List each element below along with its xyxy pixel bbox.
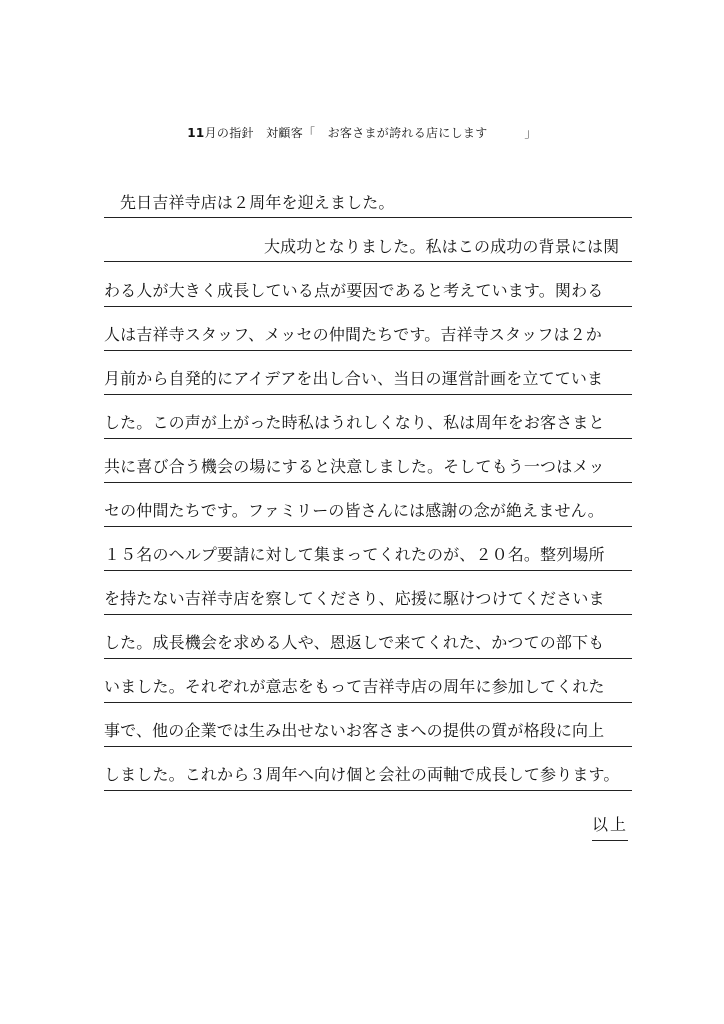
body-line: しました。これから３周年へ向け個と会社の両軸で成長して参ります。 (104, 760, 632, 791)
body-line: １５名のヘルプ要請に対して集まってくれたのが、２０名。整列場所 (104, 540, 632, 571)
body-line: セの仲間たちです。ファミリーの皆さんには感謝の念が絶えません。 (104, 496, 632, 527)
title-text: 月の指針 対顧客「 お客さまが誇れる店にします 」 (204, 126, 537, 140)
body-line: した。この声が上がった時私はうれしくなり、私は周年をお客さまと (104, 408, 632, 439)
document-title (0, 124, 724, 141)
body-line: いました。それぞれが意志をもって吉祥寺店の周年に参加してくれた (104, 672, 632, 703)
body-line: 大成功となりました。私はこの成功の背景には関 (104, 232, 632, 262)
body-line: 共に喜び合う機会の場にすると決意しました。そしてもう一つはメッ (104, 452, 632, 483)
body-line: 先日吉祥寺店は２周年を迎えました。 (104, 188, 632, 218)
body-line: わる人が大きく成長している点が要因であると考えています。関わる (104, 276, 632, 307)
closing-remark: 以上 (592, 810, 628, 841)
body-line: 事で、他の企業では生み出せないお客さまへの提供の質が格段に向上 (104, 716, 632, 747)
body-line: した。成長機会を求める人や、恩返しで来てくれた、かつての部下も (104, 628, 632, 659)
body-line: 人は吉祥寺スタッフ、メッセの仲間たちです。吉祥寺スタッフは２か (104, 320, 632, 351)
body-line: を持たない吉祥寺店を察してくださり、応援に駆けつけてくださいま (104, 584, 632, 615)
title-month-number: 11 (187, 126, 205, 140)
body-line: 月前から自発的にアイデアを出し合い、当日の運営計画を立てていま (104, 364, 632, 395)
